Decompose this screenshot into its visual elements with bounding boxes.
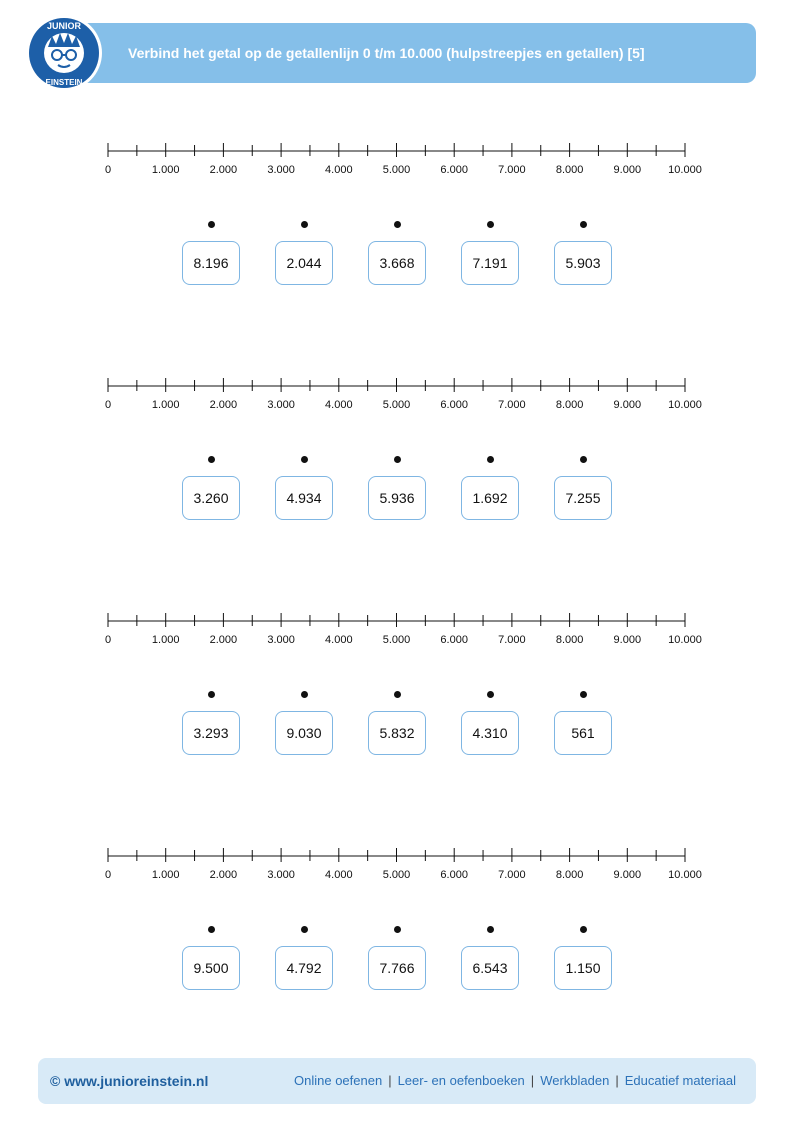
connect-dot[interactable] <box>394 456 401 463</box>
logo-text-bottom: EINSTEIN <box>45 78 83 87</box>
tick-label: 0 <box>104 164 112 176</box>
tick-label: 3.000 <box>267 634 295 646</box>
tick-label: 3.000 <box>267 399 295 411</box>
tick-label: 2.000 <box>209 164 238 176</box>
tick-label: 7.000 <box>498 399 526 411</box>
footer-separator: | <box>388 1073 392 1088</box>
tick-label: 1.000 <box>151 869 180 881</box>
number-box: 561 <box>554 711 612 755</box>
tick-label: 8.000 <box>555 634 584 646</box>
tick-label: 5.000 <box>382 869 411 881</box>
footer <box>38 1058 756 1104</box>
tick-label: 6.000 <box>440 399 468 411</box>
tick-label: 6.000 <box>440 869 468 881</box>
number-box: 6.543 <box>461 946 519 990</box>
tick-label: 5.000 <box>382 634 411 646</box>
tick-label: 2.000 <box>209 634 238 646</box>
number-box: 8.196 <box>182 241 240 285</box>
tick-label: 10.000 <box>668 634 702 646</box>
exercise-4 <box>0 840 794 1000</box>
number-box: 7.766 <box>368 946 426 990</box>
footer-link-werkbladen[interactable]: Werkbladen <box>540 1073 610 1088</box>
number-box: 1.150 <box>554 946 612 990</box>
number-box: 3.668 <box>368 241 426 285</box>
number-line <box>0 605 794 655</box>
tick-label: 4.000 <box>325 399 353 411</box>
tick-label: 0 <box>104 869 112 881</box>
logo-text-top: JUNIOR <box>46 21 82 31</box>
tick-label: 3.000 <box>267 164 295 176</box>
number-box: 9.030 <box>275 711 333 755</box>
tick-label: 3.000 <box>267 869 295 881</box>
number-box: 2.044 <box>275 241 333 285</box>
footer-links <box>294 1058 736 1104</box>
footer-site-link[interactable]: © www.junioreinstein.nl <box>50 1073 209 1089</box>
tick-label: 2.000 <box>209 399 238 411</box>
connect-dot[interactable] <box>208 926 215 933</box>
tick-label: 9.000 <box>613 869 642 881</box>
connect-dot[interactable] <box>301 926 308 933</box>
connect-dot[interactable] <box>580 691 587 698</box>
number-box: 7.255 <box>554 476 612 520</box>
number-box: 1.692 <box>461 476 519 520</box>
tick-label: 8.000 <box>555 164 584 176</box>
number-box: 5.903 <box>554 241 612 285</box>
connect-dot[interactable] <box>487 221 494 228</box>
exercise-3 <box>0 605 794 765</box>
number-line <box>0 135 794 185</box>
tick-label: 9.000 <box>613 634 642 646</box>
connect-dot[interactable] <box>208 691 215 698</box>
footer-link-boeken[interactable]: Leer- en oefenboeken <box>397 1073 525 1088</box>
connect-dot[interactable] <box>487 456 494 463</box>
footer-separator: | <box>530 1073 535 1088</box>
tick-label: 2.000 <box>209 869 238 881</box>
number-line <box>0 840 794 890</box>
number-box: 3.293 <box>182 711 240 755</box>
number-box: 5.936 <box>368 476 426 520</box>
tick-label: 10.000 <box>668 869 702 881</box>
tick-label: 9.000 <box>613 164 642 176</box>
tick-label: 1.000 <box>151 634 180 646</box>
tick-label: 6.000 <box>440 634 468 646</box>
tick-label: 1.000 <box>151 164 180 176</box>
connect-dot[interactable] <box>301 691 308 698</box>
connect-dot[interactable] <box>394 926 401 933</box>
tick-label: 9.000 <box>613 399 642 411</box>
page-title: Verbind het getal op de getallenlijn 0 t/m 10.000 (hulpstreepjes en getallen) [5] <box>128 45 645 61</box>
tick-label: 7.000 <box>498 164 526 176</box>
number-box: 4.934 <box>275 476 333 520</box>
tick-label: 7.000 <box>498 869 526 881</box>
connect-dot[interactable] <box>208 221 215 228</box>
number-line <box>0 370 794 420</box>
number-box: 4.792 <box>275 946 333 990</box>
connect-dot[interactable] <box>394 691 401 698</box>
connect-dot[interactable] <box>580 221 587 228</box>
connect-dot[interactable] <box>301 221 308 228</box>
tick-label: 1.000 <box>151 399 180 411</box>
number-box: 3.260 <box>182 476 240 520</box>
connect-dot[interactable] <box>394 221 401 228</box>
number-box: 4.310 <box>461 711 519 755</box>
connect-dot[interactable] <box>487 926 494 933</box>
number-box: 9.500 <box>182 946 240 990</box>
tick-label: 8.000 <box>555 869 584 881</box>
exercise-2 <box>0 370 794 530</box>
number-box: 5.832 <box>368 711 426 755</box>
footer-link-educatief[interactable]: Educatief materiaal <box>624 1073 736 1088</box>
tick-label: 10.000 <box>668 399 702 411</box>
footer-separator: | <box>615 1073 619 1088</box>
tick-label: 5.000 <box>382 164 411 176</box>
footer-link-online-oefenen[interactable]: Online oefenen <box>294 1073 383 1088</box>
tick-label: 5.000 <box>382 399 411 411</box>
tick-label: 10.000 <box>668 164 702 176</box>
number-box: 7.191 <box>461 241 519 285</box>
exercise-1 <box>0 135 794 295</box>
tick-label: 4.000 <box>325 869 353 881</box>
connect-dot[interactable] <box>487 691 494 698</box>
tick-label: 4.000 <box>325 634 353 646</box>
tick-label: 0 <box>104 399 112 411</box>
tick-label: 7.000 <box>498 634 526 646</box>
tick-label: 8.000 <box>555 399 584 411</box>
tick-label: 6.000 <box>440 164 468 176</box>
tick-label: 0 <box>104 634 112 646</box>
connect-dot[interactable] <box>208 456 215 463</box>
connect-dot[interactable] <box>301 456 308 463</box>
tick-label: 4.000 <box>325 164 353 176</box>
connect-dot[interactable] <box>580 456 587 463</box>
connect-dot[interactable] <box>580 926 587 933</box>
